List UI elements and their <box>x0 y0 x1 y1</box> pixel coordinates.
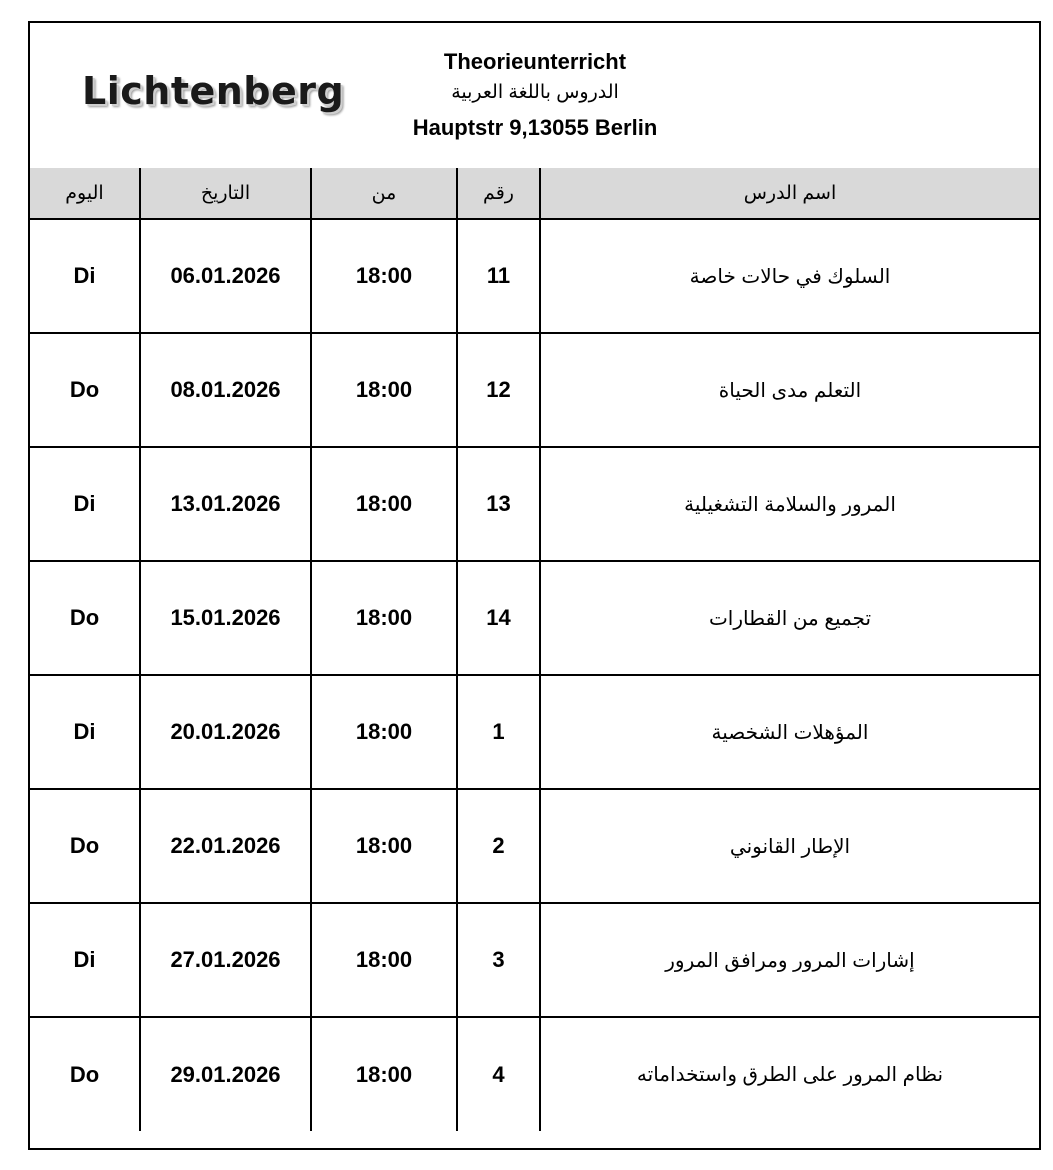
table-row <box>30 447 1039 561</box>
cell-lesson: إشارات المرور ومرافق المرور <box>540 903 1039 1017</box>
cell-day: Do <box>30 333 140 447</box>
cell-time: 18:00 <box>311 447 457 561</box>
table-row <box>30 219 1039 333</box>
cell-time: 18:00 <box>311 561 457 675</box>
cell-number: 12 <box>457 333 540 447</box>
cell-time: 18:00 <box>311 903 457 1017</box>
cell-time: 18:00 <box>311 675 457 789</box>
cell-day: Do <box>30 1017 140 1131</box>
cell-number: 2 <box>457 789 540 903</box>
table-row <box>30 333 1039 447</box>
table-body <box>30 219 1039 1131</box>
column-header-number: رقم <box>457 168 540 219</box>
cell-time: 18:00 <box>311 1017 457 1131</box>
cell-time: 18:00 <box>311 333 457 447</box>
column-header-date: التاريخ <box>140 168 311 219</box>
cell-lesson: تجميع من القطارات <box>540 561 1039 675</box>
cell-day: Di <box>30 219 140 333</box>
cell-time: 18:00 <box>311 219 457 333</box>
table-row <box>30 561 1039 675</box>
cell-day: Do <box>30 561 140 675</box>
page-title: Theorieunterricht <box>443 49 627 74</box>
cell-lesson: السلوك في حالات خاصة <box>540 219 1039 333</box>
cell-day: Do <box>30 789 140 903</box>
table-row <box>30 675 1039 789</box>
cell-lesson: المؤهلات الشخصية <box>540 675 1039 789</box>
cell-time: 18:00 <box>311 789 457 903</box>
table-row <box>30 903 1039 1017</box>
cell-day: Di <box>30 447 140 561</box>
table-row <box>30 789 1039 903</box>
cell-number: 3 <box>457 903 540 1017</box>
cell-date: 08.01.2026 <box>140 333 311 447</box>
cell-number: 11 <box>457 219 540 333</box>
cell-lesson: نظام المرور على الطرق واستخداماته <box>540 1017 1039 1131</box>
cell-date: 20.01.2026 <box>140 675 311 789</box>
logo-lichtenberg: Lichtenberg <box>82 69 345 113</box>
address: Hauptstr 9,13055 Berlin <box>412 115 658 140</box>
cell-date: 13.01.2026 <box>140 447 311 561</box>
cell-lesson: المرور والسلامة التشغيلية <box>540 447 1039 561</box>
schedule-sheet <box>28 21 1041 1150</box>
page-subtitle-arabic: الدروس باللغة العربية <box>451 82 619 103</box>
cell-date: 06.01.2026 <box>140 219 311 333</box>
cell-number: 1 <box>457 675 540 789</box>
schedule-table <box>30 168 1039 1131</box>
cell-date: 15.01.2026 <box>140 561 311 675</box>
cell-number: 14 <box>457 561 540 675</box>
column-header-from: من <box>311 168 457 219</box>
cell-date: 22.01.2026 <box>140 789 311 903</box>
cell-number: 13 <box>457 447 540 561</box>
cell-date: 29.01.2026 <box>140 1017 311 1131</box>
cell-number: 4 <box>457 1017 540 1131</box>
cell-date: 27.01.2026 <box>140 903 311 1017</box>
cell-day: Di <box>30 903 140 1017</box>
cell-lesson: الإطار القانوني <box>540 789 1039 903</box>
column-header-day: اليوم <box>30 168 140 219</box>
cell-day: Di <box>30 675 140 789</box>
table-header-row <box>30 168 1039 219</box>
cell-lesson: التعلم مدى الحياة <box>540 333 1039 447</box>
table-row <box>30 1017 1039 1131</box>
schedule-header <box>30 23 1039 170</box>
column-header-lesson: اسم الدرس <box>540 168 1039 219</box>
